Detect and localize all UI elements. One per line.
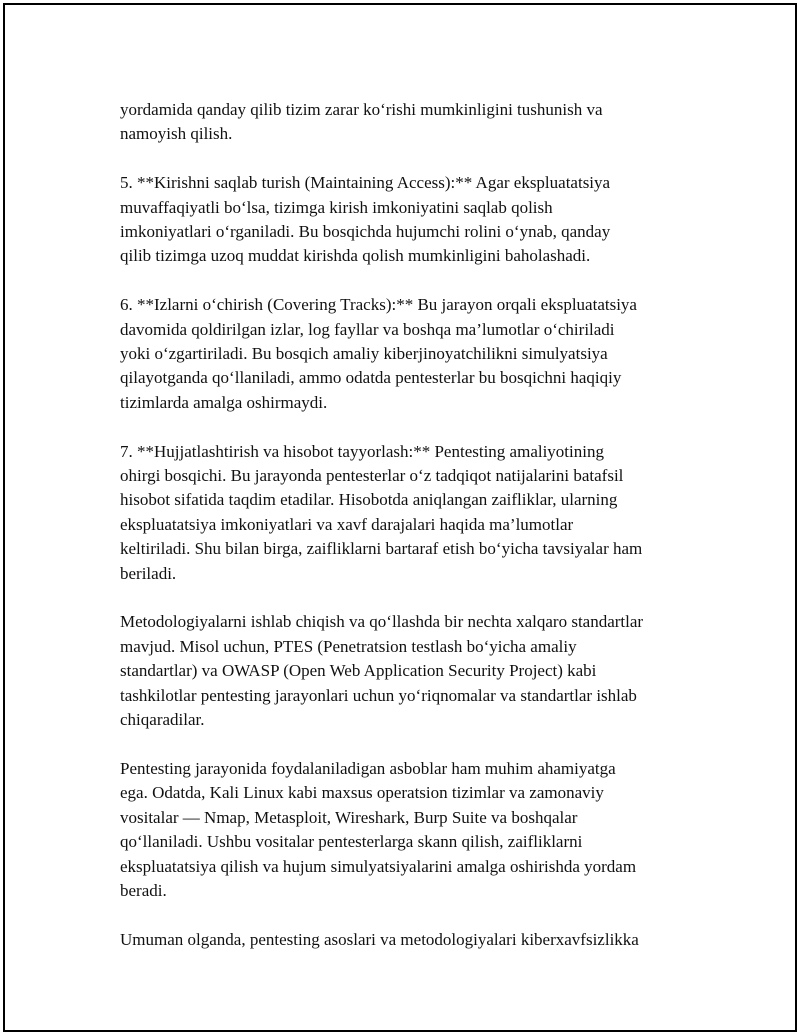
- document-page: [3, 3, 797, 1032]
- document-body: [120, 98, 695, 977]
- paragraph-standards: Metodologiyalarni ishlab chiqish va qo‘llashda bir nechta xalqaro standartlar mavjud. Misol uchun, PTES (Penetratsion testlash bo‘yicha amaliy standartlar) va OWASP (Open Web Application Security Project) kabi tashkilotlar pentesting jarayonlari uchun yo‘riqnomalar va standartlar ishlab chiqaradilar.: [120, 612, 644, 730]
- paragraph-tools: Pentesting jarayonida foydalaniladigan asboblar ham muhim ahamiyatga ega. Odatda, Kali Linux kabi maxsus operatsion tizimlar va zamonaviy vositalar — Nmap, Metasploit, Wireshark, Burp Suite va boshqalar qo‘llaniladi. Ushbu vositalar pentesterlarga skann qilish, zaifliklarni ekspluatatsiya qilish va hujum simulyatsiyalarini amalga oshirishda yordam beradi.: [120, 758, 637, 900]
- paragraph-conclusion: Umuman olganda, pentesting asoslari va metodologiyalari kiberxavfsizlikka: [120, 929, 639, 949]
- paragraph-covering-tracks: 6. **Izlarni o‘chirish (Covering Tracks):** Bu jarayon orqali ekspluatatsiya davomida qoldirilgan izlar, log fayllar va boshqa ma’lumotlar o‘chiriladi yoki o‘zgartiriladi. Bu bosqich amaliy kiberjinoyatchilikni simulyatsiya qilayotganda qo‘llaniladi, ammo odatda pentesterlar bu bosqichni haqiqiy tizimlarda amalga oshirmaydi.: [120, 295, 637, 412]
- paragraph-continuation: yordamida qanday qilib tizim zarar ko‘rishi mumkinligini tushunish va namoyish qilish.: [120, 100, 603, 144]
- paragraph-maintaining-access: 5. **Kirishni saqlab turish (Maintaining Access):** Agar ekspluatatsiya muvaffaqiyatli bo‘lsa, tizimga kirish imkoniyatini saqlab qolish imkoniyatlari o‘rganiladi. Bu bosqichda hujumchi rolini o‘ynab, qanday qilib tizimga uzoq muddat kirishda qolish mumkinligini baholashadi.: [120, 173, 611, 266]
- paragraph-reporting: 7. **Hujjatlashtirish va hisobot tayyorlash:** Pentesting amaliyotining ohirgi bosqichi. Bu jarayonda pentesterlar o‘z tadqiqot natijalarini batafsil hisobot sifatida taqdim etadilar. Hisobotda aniqlangan zaifliklar, ularning ekspluatatsiya imkoniyatlari va xavf darajalari haqida ma’lumotlar keltiriladi. Shu bilan birga, zaifliklarni bartaraf etish bo‘yicha tavsiyalar ham beriladi.: [120, 441, 643, 583]
